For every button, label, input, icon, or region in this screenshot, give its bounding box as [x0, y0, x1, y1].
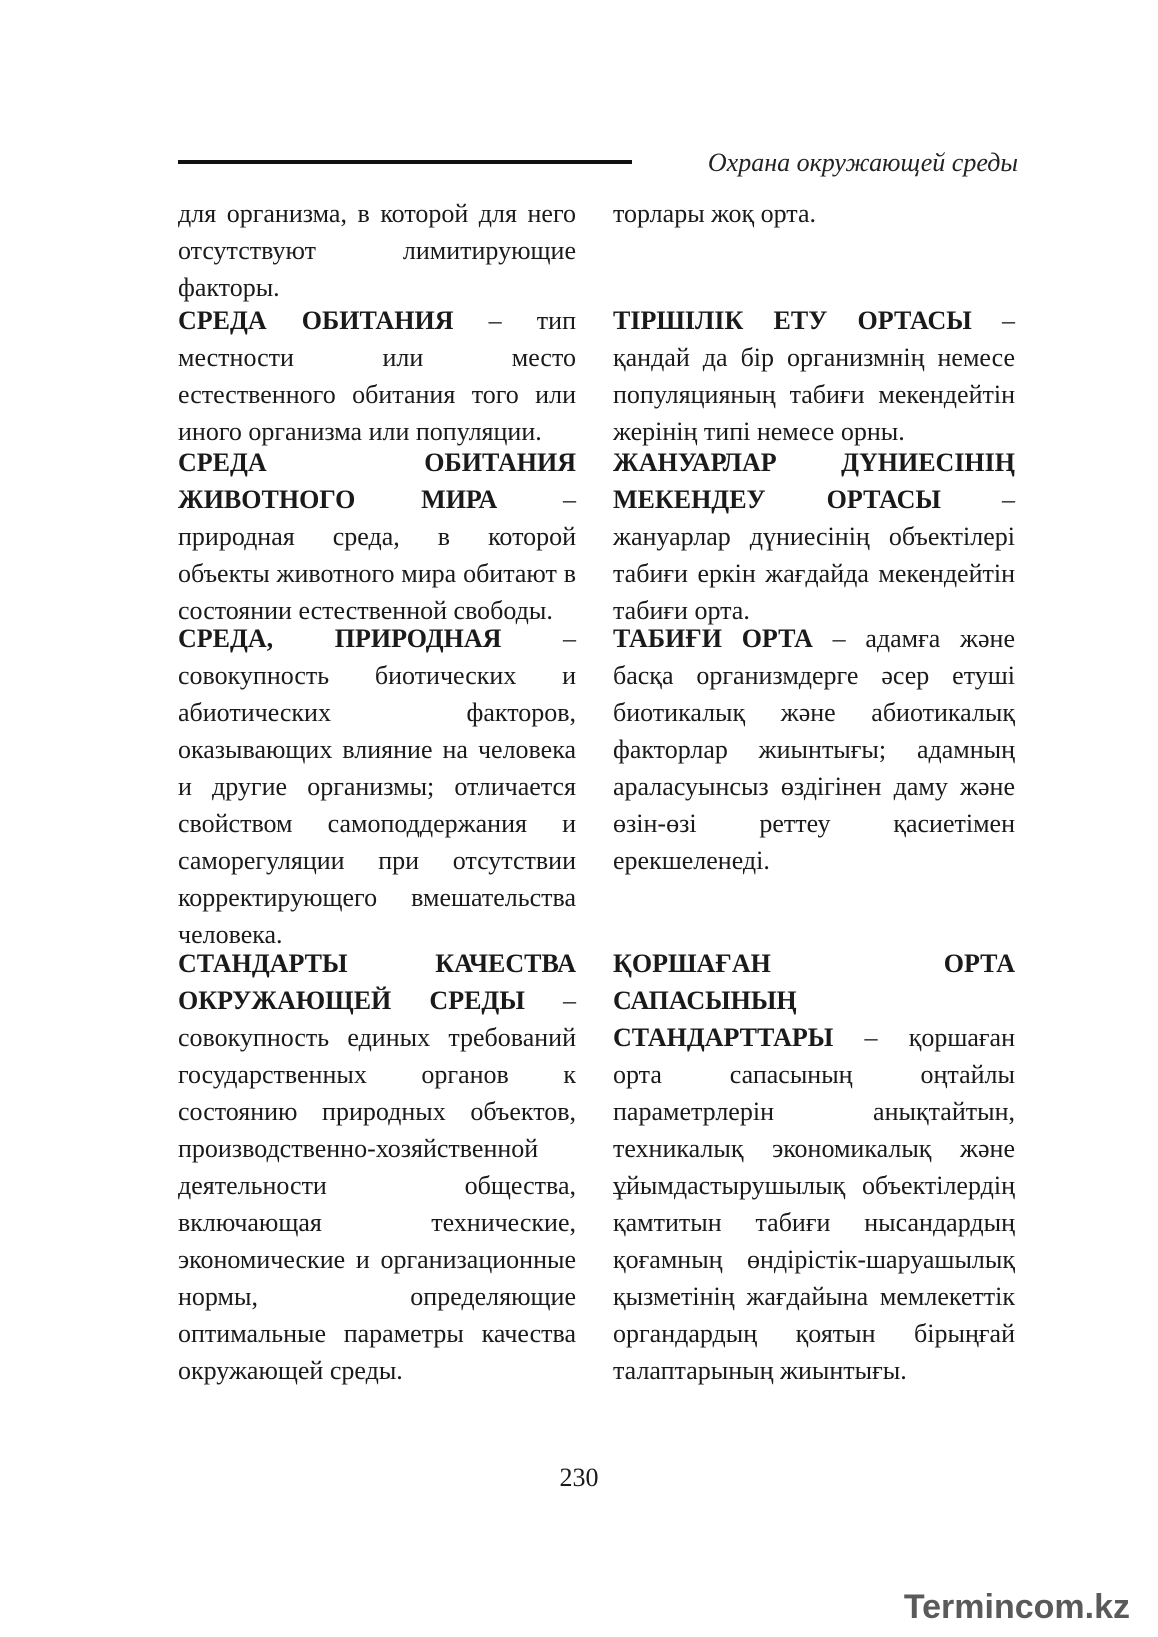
entry-definition: – қоршаған орта сапасының оңтайлы параметрлерін анықтайтын, техникалық экономикалық және ұйымдастырушылық объектілердің қамтитын табиғи нысандардың қоғамның өндірістік-шаруашылық қызметінің жағдайына мемлекеттік органдардың қоятын бірыңғай талаптарының жиынтығы. [613, 1023, 1015, 1385]
entry-definition: – совокупность единых требований государственных органов к состоянию природных объектов, производственно-хозяйственной деятельности общества, включающая технические, экономические и организационные нормы, определяющие оптимальные параметры качества окружающей среды. [178, 986, 576, 1385]
entry-definition: – совокупность биотических и абиотических факторов, оказывающих влияние на человека и другие организмы; отличается свойством самоподдержания и саморегуляции при отсутствии корректирующего вмешательства человека. [178, 624, 576, 949]
watermark-logo: Termincom.kz [903, 1588, 1130, 1626]
left-entry [178, 945, 576, 1389]
entry-definition: – природная среда, в которой объекты животного мира обитают в состоянии естественной свободы. [178, 485, 576, 625]
entry-term: СРЕДА ОБИТАНИЯ [178, 306, 454, 335]
entry-term: ҚОРШАҒАН ОРТА САПАСЫНЫҢ СТАНДАРТТАРЫ [613, 949, 1015, 1052]
entry-term: СРЕДА, ПРИРОДНАЯ [178, 624, 502, 653]
right-entry [613, 444, 1015, 629]
left-entry [178, 444, 576, 629]
header-rule [178, 160, 632, 164]
right-entry [613, 620, 1015, 879]
page-number: 230 [559, 1463, 599, 1492]
entry-term: СТАНДАРТЫ КАЧЕСТВА ОКРУЖАЮЩЕЙ СРЕДЫ [178, 949, 576, 1015]
entry-definition: – қандай да бір организмнің немесе популяцияның табиғи мекендейтін жерінің типі немесе орны. [613, 306, 1015, 446]
left-entry [178, 302, 576, 450]
left-column [178, 195, 576, 306]
running-header-title: Охрана окружающей среды [707, 148, 1018, 177]
entry-term: ЖАНУАРЛАР ДҮНИЕСІНІҢ МЕКЕНДЕУ ОРТАСЫ [613, 448, 1015, 514]
left-entry [178, 620, 576, 953]
continuation-text: торлары жоқ орта. [613, 199, 816, 228]
entry-definition: – тип местности или место естественного обитания того или иного организма или популяции. [178, 306, 576, 446]
entry-definition: – адамға және басқа организмдерге әсер етуші биотикалық және абиотикалық факторлар жиынтығы; адамның араласуынсыз өздігінен даму және өзін-өзі реттеу қасиетімен ерекшеленеді. [613, 624, 1015, 875]
continuation-text: для организма, в которой для него отсутствуют лимитирующие факторы. [178, 199, 576, 302]
right-entry [613, 945, 1015, 1389]
right-entry [613, 302, 1015, 450]
entry-term: ТАБИҒИ ОРТА [613, 624, 813, 653]
entry-term: СРЕДА ОБИТАНИЯ ЖИВОТНОГО МИРА [178, 448, 576, 514]
entry-definition: – жануарлар дүниесінің объектілері табиғи еркін жағдайда мекендейтін табиғи орта. [613, 485, 1015, 625]
entry-term: ТІРШІЛІК ЕТУ ОРТАСЫ [613, 306, 972, 335]
right-column [613, 195, 1015, 232]
